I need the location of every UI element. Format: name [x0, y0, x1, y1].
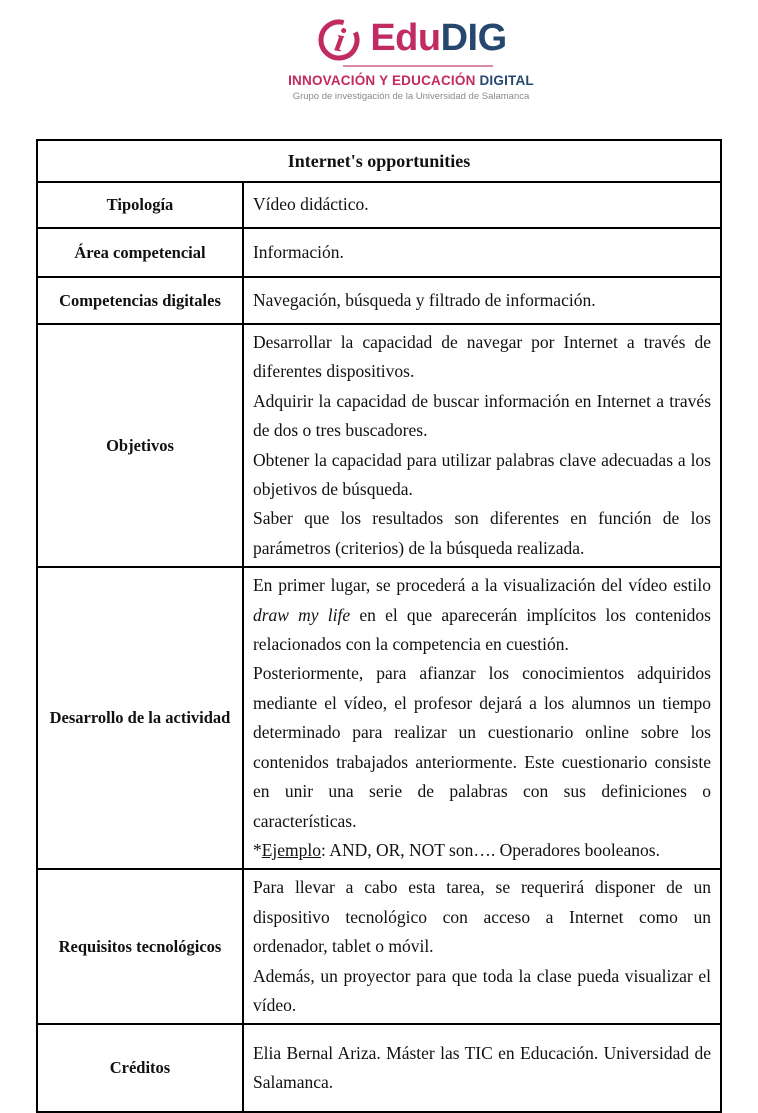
- paragraph: [253, 328, 711, 387]
- paragraph: [253, 504, 711, 563]
- paragraph: [253, 238, 711, 267]
- tagline-pink: INNOVACIÓN Y EDUCACIÓN: [288, 73, 476, 88]
- brand-dig: DIG: [440, 17, 507, 59]
- paragraph: [253, 962, 711, 1021]
- text-run: Saber que los resultados son diferentes en función de los parámetros (criterios) de la búsqueda realizada.: [252, 508, 711, 558]
- logo-tagline: [288, 73, 534, 88]
- row-label-area-competencial: Área competencial: [37, 228, 243, 277]
- paragraph: [253, 387, 711, 446]
- row-label-requisitos-tecnologicos: Requisitos tecnológicos: [37, 869, 243, 1024]
- text-run: draw my life: [252, 604, 351, 625]
- text-run: Ejemplo: [261, 839, 322, 860]
- paragraph: [253, 1039, 711, 1098]
- paragraph: [253, 659, 711, 835]
- brand-edu: Edu: [370, 17, 441, 59]
- row-label-desarrollo-actividad: Desarrollo de la actividad: [37, 567, 243, 869]
- edudig-logo: [288, 14, 534, 102]
- paragraph: [253, 873, 711, 961]
- text-run: en el que aparecerán implícitos los contenidos relacionados con la competencia en cuestión.: [252, 604, 711, 655]
- table-header-row: [37, 140, 721, 182]
- activity-sheet-table: [36, 139, 722, 1113]
- text-run: *: [252, 839, 262, 860]
- row-content-objetivos: [243, 324, 721, 567]
- row-label-tipologia: Tipología: [37, 182, 243, 228]
- row-content-tipologia: [243, 182, 721, 228]
- row-content-desarrollo-actividad: [243, 567, 721, 869]
- paragraph: [253, 286, 711, 315]
- brand-underline: [343, 65, 493, 67]
- row-content-competencias-digitales: [243, 277, 721, 324]
- svg-text:i: i: [332, 21, 349, 60]
- text-run: Posteriormente, para afianzar los conocimientos adquiridos mediante el vídeo, el profesor dejará a los alumnos un tiempo determinado para realizar un cuestionario online sobre los contenidos trabajados anteriormente. Este cuestionario consiste en unir una serie de palabras con sus definiciones o características.: [252, 663, 711, 831]
- paragraph: [253, 446, 711, 505]
- paragraph: [253, 836, 711, 865]
- text-run: Obtener la capacidad para utilizar palabras clave adecuadas a los objetivos de búsqueda.: [252, 449, 711, 500]
- text-run: Vídeo didáctico.: [252, 194, 369, 215]
- text-run: Navegación, búsqueda y filtrado de información.: [252, 289, 596, 310]
- text-run: Además, un proyector para que toda la clase pueda visualizar el vídeo.: [252, 965, 711, 1015]
- text-run: Desarrollar la capacidad de navegar por Internet a través de diferentes dispositivos.: [252, 332, 711, 382]
- row-label-creditos: Créditos: [37, 1024, 243, 1112]
- table-row: [37, 1024, 721, 1112]
- table-row: [37, 324, 721, 567]
- table-row: [37, 182, 721, 228]
- brand-wordmark: [370, 19, 506, 57]
- row-label-objetivos: Objetivos: [37, 324, 243, 567]
- table-row: [37, 277, 721, 324]
- tagline-navy: DIGITAL: [475, 73, 534, 88]
- row-content-creditos: [243, 1024, 721, 1112]
- text-run: En primer lugar, se procederá a la visualización del vídeo estilo: [252, 575, 711, 596]
- row-content-requisitos-tecnologicos: [243, 869, 721, 1024]
- edudig-i-icon: [315, 14, 363, 62]
- table-row: [37, 869, 721, 1024]
- paragraph: [253, 571, 711, 659]
- table-title: Internet's opportunities: [37, 140, 721, 182]
- text-run: : AND, OR, NOT son…. Operadores booleanos.: [321, 839, 660, 860]
- table-row: [37, 567, 721, 869]
- text-run: Elia Bernal Ariza. Máster las TIC en Educación. Universidad de Salamanca.: [252, 1042, 711, 1093]
- logo-subtitle: Grupo de investigación de la Universidad de Salamanca: [292, 91, 530, 102]
- row-label-competencias-digitales: Competencias digitales: [37, 277, 243, 324]
- paragraph: [253, 190, 711, 219]
- row-content-area-competencial: [243, 228, 721, 277]
- table-row: [37, 228, 721, 277]
- logo-top-row: [315, 14, 506, 62]
- text-run: Información.: [252, 241, 344, 262]
- text-run: Para llevar a cabo esta tarea, se requerirá disponer de un dispositivo tecnológico con acceso a Internet como un ordenador, tablet o móvil.: [252, 877, 711, 957]
- text-run: Adquirir la capacidad de buscar información en Internet a través de dos o tres buscadores.: [252, 390, 711, 441]
